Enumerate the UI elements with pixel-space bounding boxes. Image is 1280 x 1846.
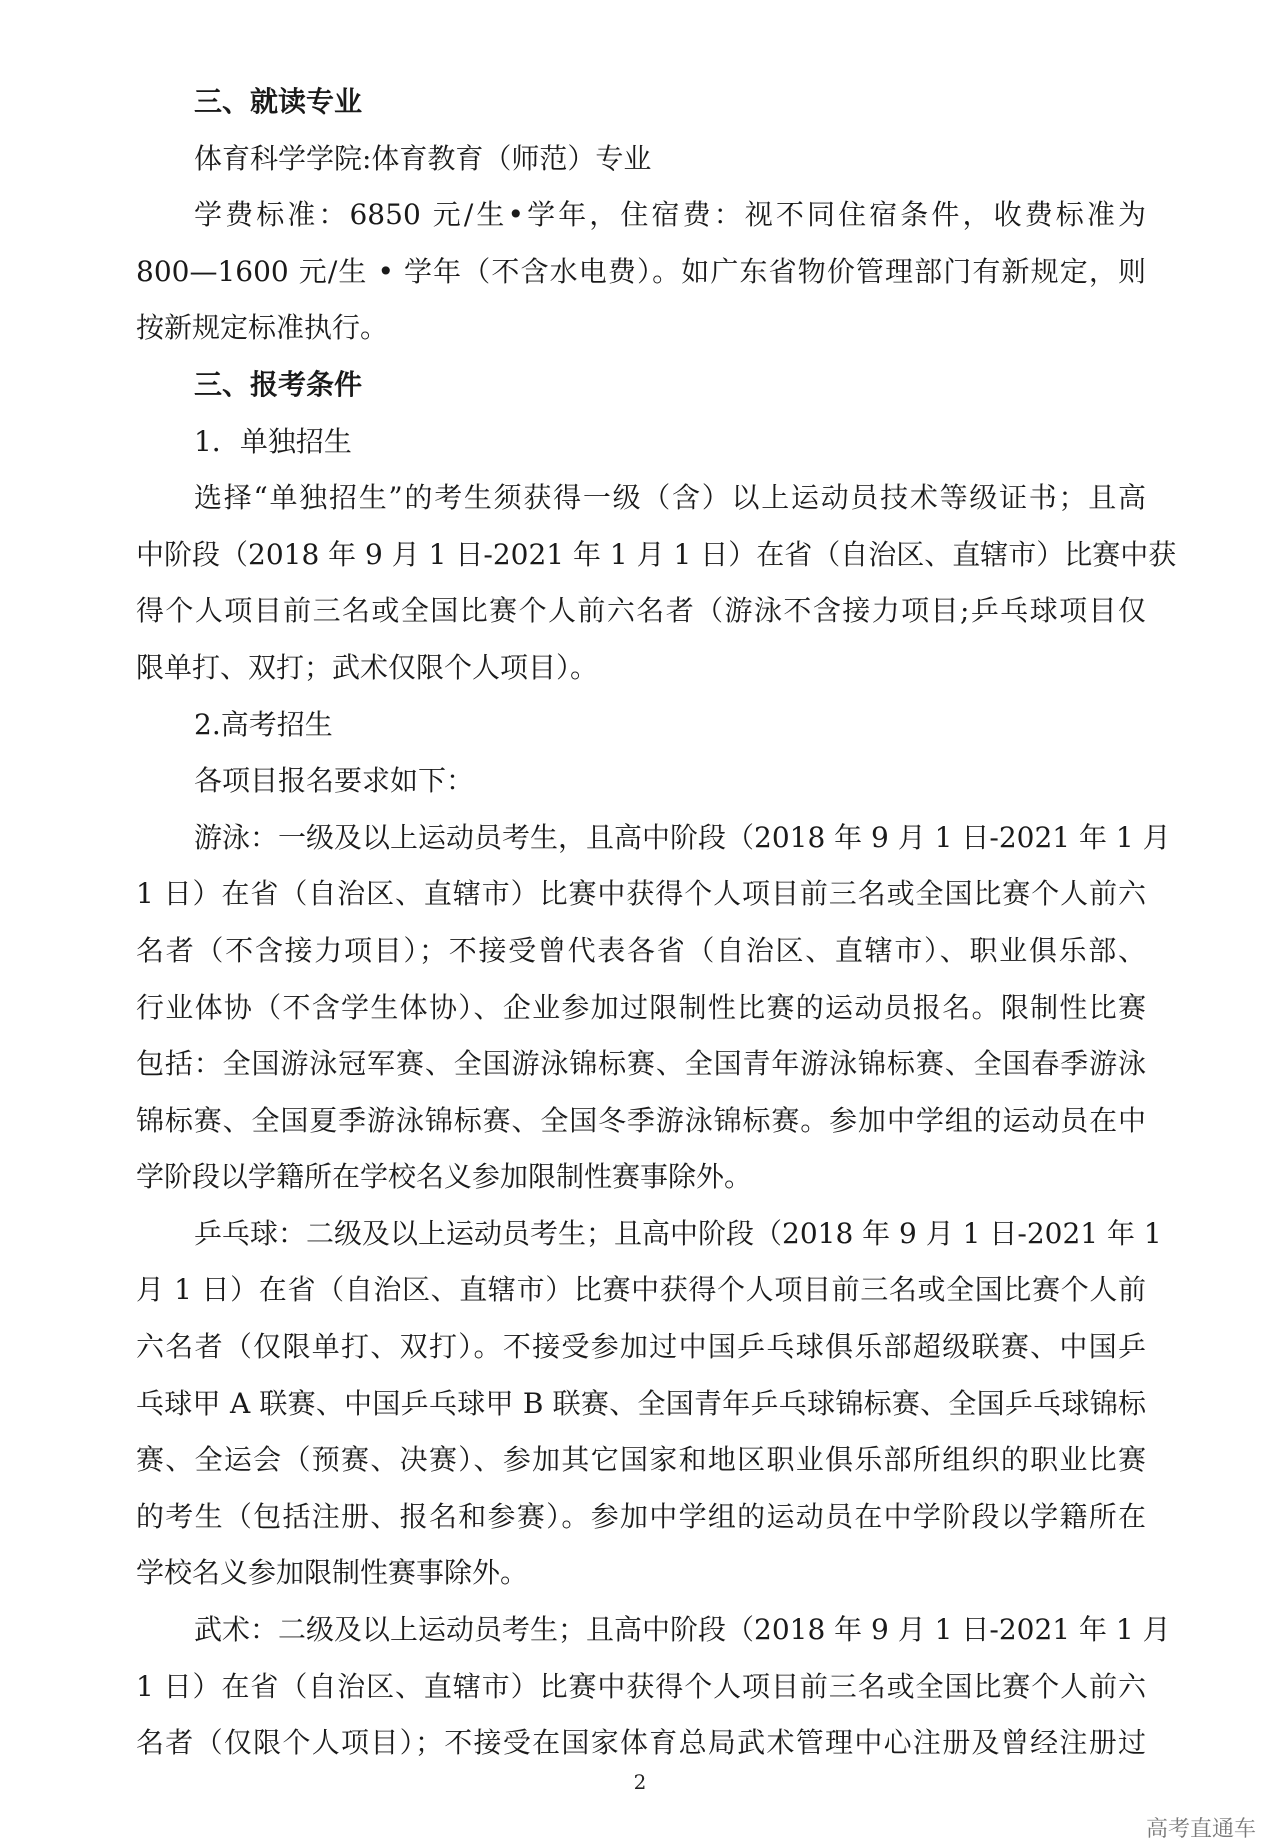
- paragraph-line: 包括：全国游泳冠军赛、全国游泳锦标赛、全国青年游泳锦标赛、全国春季游泳: [136, 1047, 1146, 1081]
- paragraph-line: 体育科学学院:体育教育（师范）专业: [194, 141, 652, 175]
- paragraph-line: 得个人项目前三名或全国比赛个人前六名者（游泳不含接力项目;乒乓球项目仅: [136, 594, 1146, 628]
- subsection-heading-gaokao-enrollment: 2.高考招生: [194, 707, 333, 741]
- paragraph-line: 按新规定标准执行。: [136, 311, 389, 345]
- section-heading-conditions: 三、报考条件: [194, 367, 363, 401]
- paragraph-line: 1 日）在省（自治区、直辖市）比赛中获得个人项目前三名或全国比赛个人前六: [136, 1669, 1146, 1703]
- paragraph-line: 限单打、双打；武术仅限个人项目）。: [136, 650, 599, 684]
- paragraph-line: 1 日）在省（自治区、直辖市）比赛中获得个人项目前三名或全国比赛个人前六: [136, 877, 1146, 911]
- paragraph-line-swimming: 游泳：一级及以上运动员考生，且高中阶段（2018 年 9 月 1 日-2021 年 1 月: [194, 820, 1171, 854]
- paragraph-line: 学校名义参加限制性赛事除外。: [136, 1556, 529, 1590]
- paragraph-line-table-tennis: 乒乓球：二级及以上运动员考生；且高中阶段（2018 年 9 月 1 日-2021 年 1: [194, 1216, 1162, 1250]
- subsection-heading-single-enrollment: 1．单独招生: [194, 424, 352, 458]
- watermark-text: 高考直通车: [1145, 1817, 1256, 1842]
- paragraph-line-wushu: 武术：二级及以上运动员考生；且高中阶段（2018 年 9 月 1 日-2021 年 1 月: [194, 1613, 1171, 1647]
- paragraph-line: 锦标赛、全国夏季游泳锦标赛、全国冬季游泳锦标赛。参加中学组的运动员在中: [136, 1103, 1146, 1137]
- paragraph-line: 中阶段（2018 年 9 月 1 日-2021 年 1 月 1 日）在省（自治区、直辖市）比赛中获: [136, 537, 1177, 571]
- paragraph-line: 行业体协（不含学生体协）、企业参加过限制性比赛的运动员报名。限制性比赛: [136, 990, 1146, 1024]
- paragraph-line: 名者（不含接力项目）；不接受曾代表各省（自治区、直辖市）、职业俱乐部、: [136, 933, 1146, 967]
- paragraph-line: 六名者（仅限单打、双打）。不接受参加过中国乒乓球俱乐部超级联赛、中国乒: [136, 1330, 1146, 1364]
- paragraph-line: 各项目报名要求如下：: [194, 764, 475, 798]
- paragraph-line: 学阶段以学籍所在学校名义参加限制性赛事除外。: [136, 1160, 753, 1194]
- paragraph-line: 乓球甲 A 联赛、中国乒乓球甲 B 联赛、全国青年乒乓球锦标赛、全国乒乓球锦标: [136, 1386, 1146, 1420]
- paragraph-line: 800—1600 元/生 • 学年（不含水电费）。如广东省物价管理部门有新规定，则: [136, 254, 1146, 288]
- paragraph-line: 月 1 日）在省（自治区、直辖市）比赛中获得个人项目前三名或全国比赛个人前: [136, 1273, 1146, 1307]
- document-body: [136, 74, 1177, 1772]
- paragraph-line: 学费标准：6850 元/生•学年，住宿费：视不同住宿条件，收费标准为: [194, 198, 1146, 232]
- section-heading-major: 三、就读专业: [194, 85, 363, 118]
- paragraph-line: 的考生（包括注册、报名和参赛）。参加中学组的运动员在中学阶段以学籍所在: [136, 1499, 1146, 1533]
- page-number: 2: [633, 1770, 647, 1794]
- paragraph-line: 赛、全运会（预赛、决赛）、参加其它国家和地区职业俱乐部所组织的职业比赛: [136, 1443, 1146, 1477]
- paragraph-line: 选择“单独招生”的考生须获得一级（含）以上运动员技术等级证书；且高: [194, 481, 1146, 515]
- paragraph-line: 名者（仅限个人项目）；不接受在国家体育总局武术管理中心注册及曾经注册过: [136, 1726, 1146, 1760]
